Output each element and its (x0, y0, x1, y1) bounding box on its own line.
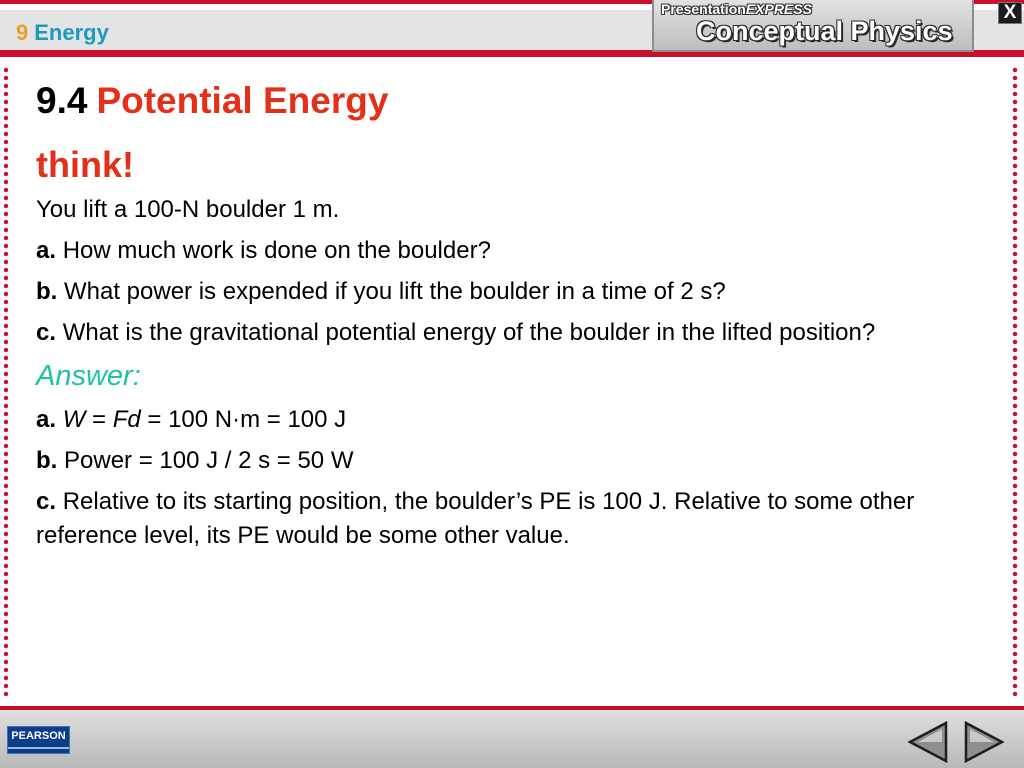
previous-slide-button[interactable] (906, 720, 950, 764)
section-number: 9.4 (36, 80, 88, 121)
logo-subtitle-suffix: EXPRESS (745, 1, 812, 17)
answer-a-label: a. (36, 406, 57, 433)
answer-heading: Answer: (36, 360, 141, 392)
product-logo (652, 0, 974, 52)
next-slide-button[interactable] (962, 720, 1006, 764)
section-title: Potential Energy (96, 80, 389, 121)
right-dotted-border (1012, 66, 1018, 696)
left-dotted-border (3, 66, 9, 696)
chapter-heading (16, 20, 109, 46)
chapter-title: Energy (34, 20, 109, 45)
question-a-label: a. (36, 237, 57, 264)
answer-c-text: Relative to its starting position, the boulder’s PE is 100 J. Relative to some other reference level, its PE would be some other value. (36, 488, 915, 549)
answer-a-var-w: W (62, 406, 86, 433)
logo-subtitle-prefix: Presentation (661, 1, 746, 17)
think-heading: think! (36, 144, 134, 185)
answer-a-eq: = (92, 406, 107, 433)
slide-content (36, 78, 986, 553)
question-c-text: What is the gravitational potential energy of the boulder in the lifted position? (62, 319, 876, 346)
pearson-logo: PEARSON (7, 726, 70, 754)
question-a-text: How much work is done on the boulder? (62, 237, 491, 264)
answer-c-label: c. (36, 488, 57, 515)
footer-bar (0, 706, 1024, 768)
question-b-label: b. (36, 278, 58, 305)
answer-b-label: b. (36, 447, 58, 474)
close-button[interactable]: X (998, 2, 1022, 24)
right-arrow-icon (962, 720, 1006, 764)
chapter-number: 9 (16, 20, 29, 45)
question-b (36, 275, 986, 309)
question-a (36, 234, 986, 268)
left-arrow-icon (906, 720, 950, 764)
answer-c (36, 485, 986, 553)
slide-title (36, 78, 986, 124)
question-c (36, 316, 986, 350)
logo-title: Conceptual Physics (696, 16, 953, 46)
answer-a-rest: = 100 N·m = 100 J (147, 406, 347, 433)
logo-subtitle (661, 1, 812, 17)
header-bar (0, 0, 1024, 62)
answer-a-var-fd: Fd (112, 406, 141, 433)
answer-b-text: Power = 100 J / 2 s = 50 W (64, 447, 354, 474)
problem-intro: You lift a 100-N boulder 1 m. (36, 196, 340, 223)
question-b-text: What power is expended if you lift the boulder in a time of 2 s? (64, 278, 726, 305)
question-c-label: c. (36, 319, 57, 346)
answer-b (36, 444, 986, 478)
footer-top-rule (0, 706, 1024, 710)
answer-a (36, 403, 986, 437)
